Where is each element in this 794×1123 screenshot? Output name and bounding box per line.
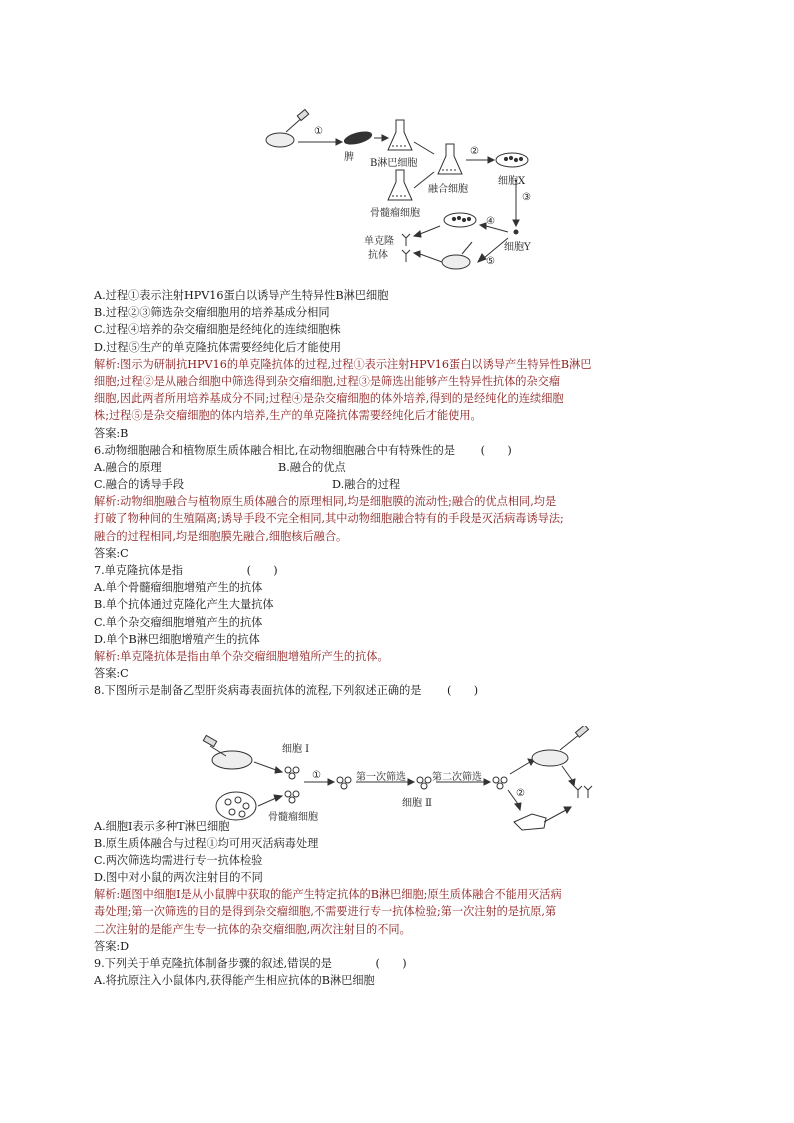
q6-analysis-line: 打破了物种间的生殖隔离;诱导手段不完全相同,其中动物细胞融合特有的手段是灭活病毒诱导法; <box>94 512 564 526</box>
fig1-mab-label: 单克隆 <box>364 236 394 247</box>
fig1-celly-label: 细胞Y <box>504 242 531 253</box>
fig1-bcell-label: B淋巴细胞 <box>370 158 418 169</box>
fig1-step5-label: ⑤ <box>486 256 495 267</box>
figure1-drawing <box>260 108 550 290</box>
q5-option-b: B.过程②③筛选杂交瘤细胞用的培养基成分相同 <box>94 306 330 320</box>
fig1-mab2-label: 抗体 <box>368 250 388 261</box>
q9-option-a: A.将抗原注入小鼠体内,获得能产生相应抗体的B淋巴细胞 <box>94 974 375 988</box>
figure-hbv-antibody-process <box>196 726 616 832</box>
q6-options-row1 <box>94 459 706 476</box>
fig1-step4-label: ④ <box>486 216 495 227</box>
q6-stem <box>94 442 706 459</box>
q5-analysis-line: 细胞;过程②是从融合细胞中筛选得到杂交瘤细胞,过程③是筛选出能够产生特异性抗体的杂交瘤 <box>94 374 561 388</box>
q8-option-a: A.细胞Ⅰ表示多种T淋巴细胞 <box>94 819 230 833</box>
q8-option-b: B.原生质体融合与过程①均可用灭活病毒处理 <box>94 836 319 850</box>
q5-option-a: A.过程①表示注射HPV16蛋白以诱导产生特异性B淋巴细胞 <box>94 289 389 302</box>
q6-option-d: D.融合的过程 <box>332 478 401 492</box>
q6-analysis-line: 融合的过程相同,均是细胞膜先融合,细胞核后融合。 <box>94 529 348 543</box>
q5-option-d: D.过程⑤生产的单克隆抗体需要经纯化后才能使用 <box>94 340 342 354</box>
q9-stem <box>94 955 706 972</box>
worksheet-content <box>94 287 706 989</box>
q8-analysis-line: 二次注射的是能产生专一抗体的杂交瘤细胞,两次注射目的不同。 <box>94 922 411 936</box>
figure-hpv16-antibody-process <box>260 108 550 290</box>
q8-answer: 答案:D <box>94 939 130 953</box>
q7-answer: 答案:C <box>94 667 129 681</box>
fig2-step2-label: ② <box>516 788 525 799</box>
q7-answer-paren: ( ) <box>246 564 278 577</box>
fig2-second-screen-label: 第二次筛选 <box>432 772 482 783</box>
q8-option-c: C.两次筛选均需进行专一抗体检验 <box>94 853 263 867</box>
q5-answer: 答案:B <box>94 426 129 440</box>
q6-option-b: B.融合的优点 <box>278 460 346 474</box>
fig2-first-screen-label: 第一次筛选 <box>356 772 406 783</box>
q6-option-c: C.融合的诱导手段 <box>94 478 185 492</box>
q9-answer-paren: ( ) <box>375 957 407 970</box>
fig1-step2-label: ② <box>470 146 479 157</box>
q9-stem-text: 9.下列关于单克隆抗体制备步骤的叙述,错误的是 <box>94 957 332 970</box>
fig1-spleen-label: 脾 <box>344 152 354 163</box>
q6-answer-paren: ( ) <box>480 443 512 457</box>
q5-analysis-line: 株;过程⑤是杂交瘤细胞的体内培养,生产的单克隆抗体需要经纯化后才能使用。 <box>94 409 482 423</box>
q5-analysis-line: 解析:图示为研制抗HPV16的单克隆抗体的过程,过程①表示注射HPV16蛋白以诱导产生特异性B淋巴 <box>94 357 592 371</box>
q7-option-b: B.单个抗体通过克隆化产生大量抗体 <box>94 598 274 612</box>
q8-analysis-line: 解析:题图中细胞Ⅰ是从小鼠脾中获取的能产生特定抗体的B淋巴细胞;原生质体融合不能用灭活病 <box>94 888 562 902</box>
q7-option-d: D.单个B淋巴细胞增殖产生的抗体 <box>94 632 260 646</box>
fig1-cellx-label: 细胞X <box>498 176 526 187</box>
q8-analysis-line: 毒处理;第一次筛选的目的是得到杂交瘤细胞,不需要进行专一抗体检验;第一次注射的是抗原,第 <box>94 905 557 919</box>
q6-answer: 答案:C <box>94 546 129 560</box>
q7-stem <box>94 562 706 579</box>
fig1-myeloma-label: 骨髓瘤细胞 <box>370 208 420 219</box>
q6-options-row2 <box>94 476 706 493</box>
q6-analysis-line: 解析:动物细胞融合与植物原生质体融合的原理相同,均是细胞膜的流动性;融合的优点相同,均是 <box>94 495 557 509</box>
q7-stem-text: 7.单克隆抗体是指 <box>94 564 183 577</box>
fig1-fused-label: 融合细胞 <box>428 184 468 195</box>
q7-option-a: A.单个骨髓瘤细胞增殖产生的抗体 <box>94 581 263 595</box>
q6-option-a: A.融合的原理 <box>94 460 162 474</box>
q8-stem <box>94 682 706 699</box>
fig1-step1-label: ① <box>314 126 323 137</box>
fig2-cell1-label: 细胞 Ⅰ <box>282 744 310 755</box>
fig2-cell2-label: 细胞 Ⅱ <box>402 798 432 809</box>
q8-answer-paren: ( ) <box>447 684 479 698</box>
q7-analysis: 解析:单克隆抗体是指由单个杂交瘤细胞增殖所产生的抗体。 <box>94 649 389 663</box>
q8-option-d: D.图中对小鼠的两次注射目的不同 <box>94 871 263 885</box>
q8-stem-text: 8.下图所示是制备乙型肝炎病毒表面抗体的流程,下列叙述正确的是 <box>94 684 422 698</box>
q5-option-c: C.过程④培养的杂交瘤细胞是经纯化的连续细胞株 <box>94 323 341 337</box>
fig2-step1-label: ① <box>312 770 321 781</box>
figure2-drawing <box>196 726 616 832</box>
fig1-step3-label: ③ <box>522 192 531 203</box>
q7-option-c: C.单个杂交瘤细胞增殖产生的抗体 <box>94 615 263 629</box>
fig2-myeloma-label: 骨髓瘤细胞 <box>268 812 318 823</box>
q6-stem-text: 6.动物细胞融合和植物原生质体融合相比,在动物细胞融合中有特殊性的是 <box>94 443 456 457</box>
q5-analysis-line: 细胞,因此两者所用培养基成分不同;过程④是杂交瘤细胞的体外培养,得到的是经纯化的连续细胞 <box>94 392 564 406</box>
